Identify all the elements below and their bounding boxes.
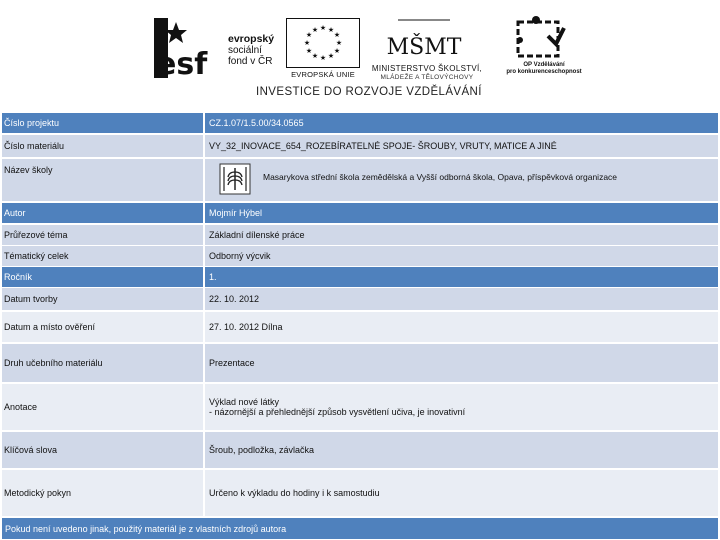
row-value: 22. 10. 2012 — [205, 288, 718, 310]
svg-text:★: ★ — [311, 52, 319, 60]
header-logos — [0, 0, 720, 112]
eu-caption: EVROPSKÁ UNIE — [291, 70, 355, 79]
table-row — [2, 225, 718, 245]
annotation-line1: Výklad nové látky — [209, 397, 280, 407]
row-label: Datum a místo ověření — [2, 312, 203, 342]
svg-text:★: ★ — [305, 47, 313, 55]
esf-logo — [154, 18, 280, 82]
svg-text:★: ★ — [327, 26, 335, 34]
row-label: Datum tvorby — [2, 288, 203, 310]
row-value: Odborný výcvik — [205, 246, 718, 266]
table-row — [2, 288, 718, 310]
row-label: Anotace — [2, 384, 203, 430]
row-value: VY_32_INOVACE_654_ROZEBÍRATELNÉ SPOJE- ŠROUBY, VRUTY, MATICE A JINÉ — [205, 135, 718, 157]
row-value: Šroub, podložka, závlačka — [205, 432, 718, 468]
annotation-line2: - názornější a přehlednější způsob vysvětlení učiva, je inovativní — [209, 407, 466, 417]
svg-text:★: ★ — [333, 47, 341, 55]
esf-logo-icon — [154, 18, 224, 82]
row-label: Klíčová slova — [2, 432, 203, 468]
msmt-line2: MLÁDEŽE A TĚLOVÝCHOVY — [380, 74, 474, 81]
svg-text:★: ★ — [333, 31, 341, 39]
row-label: Tématický celek — [2, 246, 203, 266]
svg-text:esf: esf — [156, 47, 208, 82]
row-label: Druh učebního materiálu — [2, 344, 203, 382]
row-value-annotation — [205, 384, 718, 430]
svg-text:★: ★ — [311, 26, 319, 34]
table-row — [2, 159, 718, 201]
table-row — [2, 135, 718, 157]
table-row — [2, 312, 718, 342]
row-value: Mojmír Hýbel — [205, 203, 718, 223]
row-value: CZ.1.07/1.5.00/34.0565 — [205, 113, 718, 133]
row-value-school — [205, 159, 718, 201]
eu-flag-icon — [286, 18, 360, 68]
row-label: Metodický pokyn — [2, 470, 203, 516]
op-line1: OP Vzdělávání — [523, 62, 565, 68]
table-row — [2, 113, 718, 133]
esf-line3: fond v ČR — [228, 56, 273, 67]
table-row — [2, 344, 718, 382]
footer-note: Pokud není uvedeno jinak, použitý materiál je z vlastních zdrojů autora — [2, 518, 718, 539]
svg-text:★: ★ — [327, 52, 335, 60]
row-label: Číslo materiálu — [2, 135, 203, 157]
row-value: Prezentace — [205, 344, 718, 382]
table-row — [2, 384, 718, 430]
esf-line2: sociální — [228, 45, 262, 56]
row-value: Základní dílenské práce — [205, 225, 718, 245]
svg-text:★: ★ — [305, 31, 313, 39]
svg-text:★: ★ — [319, 24, 327, 32]
table-row — [2, 432, 718, 468]
row-value: Určeno k výkladu do hodiny i k samostudiu — [205, 470, 718, 516]
row-label: Název školy — [2, 159, 203, 201]
row-label: Průřezové téma — [2, 225, 203, 245]
svg-text:★: ★ — [303, 39, 311, 47]
svg-text:MŠMT: MŠMT — [386, 35, 462, 60]
esf-text — [228, 34, 274, 67]
row-label: Ročník — [2, 267, 203, 287]
table-row — [2, 470, 718, 516]
svg-text:★: ★ — [319, 54, 327, 62]
svg-text:★: ★ — [335, 39, 343, 47]
row-label: Číslo projektu — [2, 113, 203, 133]
row-value: 27. 10. 2012 Dílna — [205, 312, 718, 342]
op-line2: pro konkurenceschopnost — [506, 69, 582, 75]
msmt-logo-icon — [386, 14, 462, 62]
row-label: Autor — [2, 203, 203, 223]
op-text — [506, 62, 582, 76]
msmt-logo — [364, 14, 490, 84]
op-logo-icon — [512, 14, 568, 60]
esf-line1: evropský — [228, 33, 275, 45]
op-logo — [506, 14, 582, 84]
school-emblem-icon — [219, 163, 251, 195]
investice-title: INVESTICE DO ROZVOJE VZDĚLÁVÁNÍ — [256, 86, 482, 98]
school-name: Masarykova střední škola zemědělská a Vyšší odborná škola, Opava, příspěvková organizace — [263, 172, 618, 182]
eu-logo — [286, 18, 360, 82]
msmt-line1: MINISTERSTVO ŠKOLSTVÍ, — [371, 64, 483, 73]
row-value: 1. — [205, 267, 718, 287]
table-row — [2, 203, 718, 223]
table-row — [2, 267, 718, 287]
table-row — [2, 246, 718, 266]
